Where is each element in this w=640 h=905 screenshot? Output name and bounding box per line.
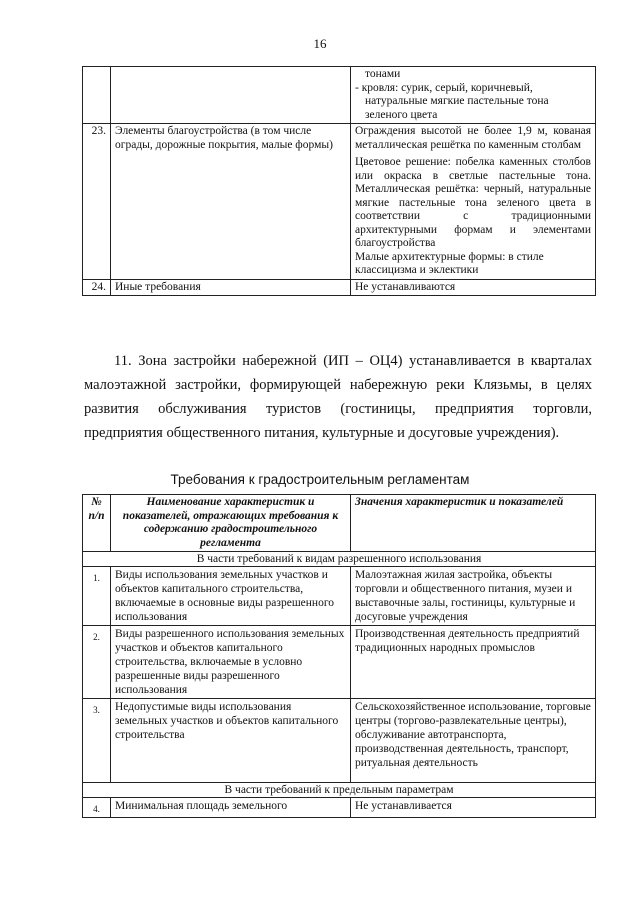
page-number: 16 [313,36,327,51]
table-row [83,124,596,280]
row-number [83,67,111,124]
value-line: - кровля: сурик, серый, коричневый, [355,81,533,94]
row-value: Сельскохозяйственное использование, торговые центры (торгово-развлекательные центры), обслуживание автотранспорта, производственная деятельность, транспорт, ритуальная деятельность [351,699,596,783]
row-number: 4. [83,798,111,818]
row-number: 3. [83,699,111,783]
table-row [83,699,596,783]
row-value: Малоэтажная жилая застройка, объекты торговли и общественного питания, музеи и выставочные залы, гостиницы, культурные и досуговые учреждения [351,567,596,626]
row-name: Иные требования [111,279,351,296]
value-line: тонами [365,68,401,80]
section-title: В части требований к видам разрешенного использования [83,552,596,567]
value-block: Ограждения высотой не более 1,9 м, кованая металлическая решётка по каменным столбам [355,125,591,151]
requirements-title: Требования к градостроительным регламентам [170,472,470,487]
table-top [82,66,596,296]
row-value [351,124,596,280]
table-row [83,567,596,626]
row-number: 2. [83,626,111,699]
value-block: Цветовое решение: побелка каменных столбов или окраска в светлые пастельные тона. Металлическая решётка: черный, натуральные мягкие пастельные тона зеленого цвета в соответствии с традиционными архитектурными формам и элементами благоустройства [355,156,591,249]
value-block: Малые архитектурные формы: в стиле классицизма и эклектики [355,250,544,276]
row-number: 24. [83,279,111,296]
row-number: 1. [83,567,111,626]
value-line: натуральные мягкие пастельные тона [365,95,549,107]
value-line: зеленого цвета [365,108,438,121]
row-value: Производственная деятельность предприятий традиционных народных промыслов [351,626,596,699]
zone-paragraph: 11. Зона застройки набережной (ИП – ОЦ4) устанавливается в кварталах малоэтажной застройки, формирующей набережную реки Клязьмы, в целях развития обслуживания туристов (гостиницы, предприятия торговли, предприятия общественного питания, культурные и досуговые учреждения). [84,353,592,441]
section-title: В части требований к предельным параметрам [83,783,596,798]
table-row [83,279,596,296]
table-header-row [83,495,596,552]
row-value [351,67,596,124]
row-name: Элементы благоустройства (в том числе ограды, дорожные покрытия, малые формы) [111,124,351,280]
row-value: Не устанавливается [351,798,596,818]
row-name [111,67,351,124]
table-requirements [82,494,596,818]
section-row [83,552,596,567]
table-row [83,798,596,818]
table-row [83,626,596,699]
row-value: Не устанавливаются [351,279,596,296]
row-name: Виды разрешенного использования земельных участков и объектов капитального строительства, включаемые в условно разрешенные виды разрешенного использования [111,626,351,699]
header-num: № п/п [83,495,111,552]
row-name: Минимальная площадь земельного [111,798,351,818]
row-name: Недопустимые виды использования земельных участков и объектов капитального строительства [111,699,351,783]
table-row [83,67,596,124]
section-row [83,783,596,798]
header-name: Наименование характеристик и показателей, отражающих требования к содержанию градостроительного регламента [111,495,351,552]
row-number: 23. [83,124,111,280]
header-value: Значения характеристик и показателей [351,495,596,552]
row-name: Виды использования земельных участков и объектов капитального строительства, включаемые в основные виды разрешенного использования [111,567,351,626]
